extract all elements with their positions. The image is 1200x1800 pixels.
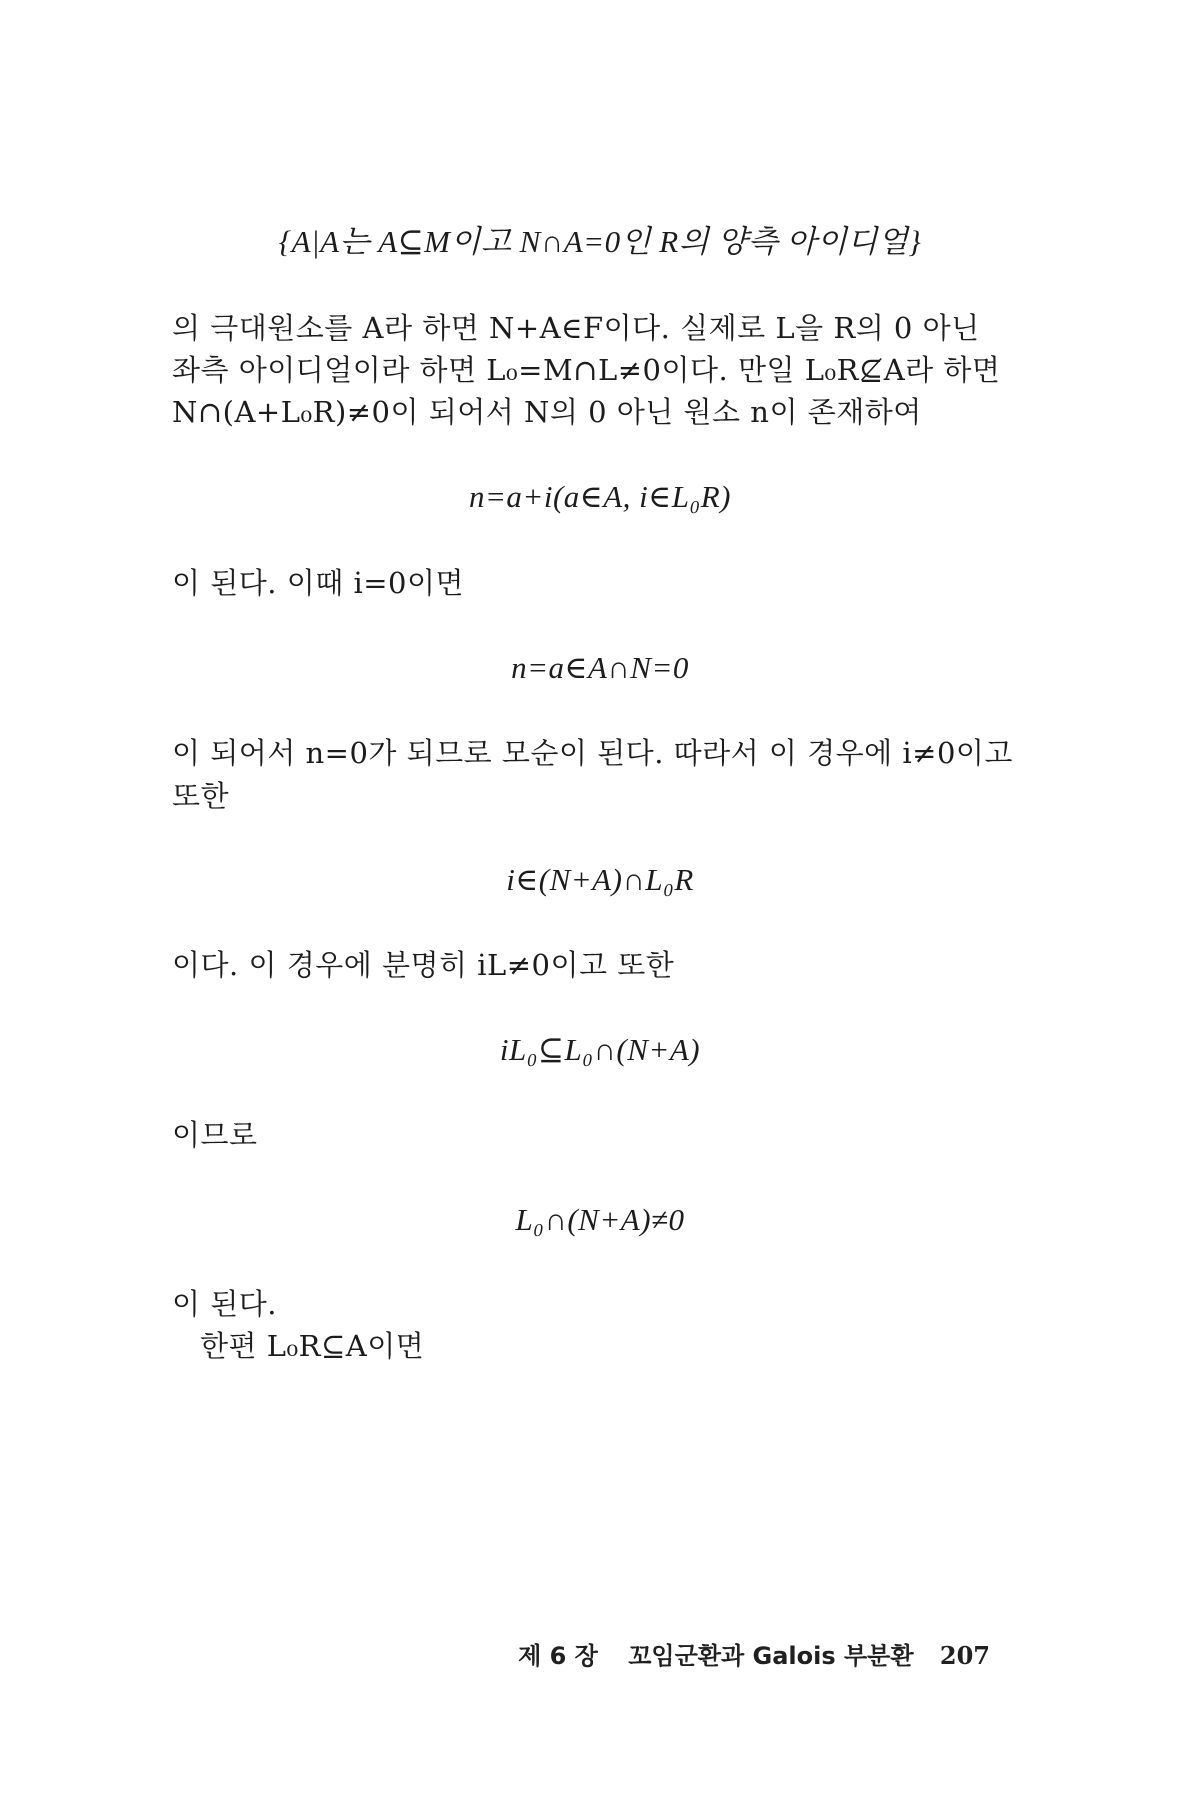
paragraph-line: N∩(A+L₀R)≠0이 되어서 N의 0 아닌 원소 n이 존재하여 [172, 395, 922, 429]
page-footer [518, 1636, 990, 1671]
page-number: 207 [939, 1641, 990, 1670]
equation-4: iL₀⊆L₀∩(N+A) [499, 1032, 701, 1067]
equation-1: n=a+i(a∈A, i∈L₀R) [469, 479, 731, 514]
paragraph-line: 이 된다. [172, 1287, 277, 1321]
paragraph-line: 한편 L₀R⊆A이면 [200, 1329, 425, 1363]
paragraph-line: 이므로 [172, 1118, 258, 1152]
paragraph-line: 이다. 이 경우에 분명히 iL≠0이고 또한 [172, 948, 675, 982]
paragraph-line: 또한 [172, 779, 230, 813]
equation-5: L₀∩(N+A)≠0 [515, 1202, 685, 1237]
equation-3: i∈(N+A)∩L₀R [506, 862, 694, 897]
set-definition-equation: {A|A는 A⊆M이고 N∩A=0인 R의 양측 아이디얼} [278, 224, 922, 259]
paragraph-line: 의 극대원소를 A라 하면 N+A∈F이다. 실제로 L을 R의 0 아닌 [172, 311, 980, 345]
paragraph-line: 좌측 아이디얼이라 하면 L₀=M∩L≠0이다. 만일 L₀R⊈A라 하면 [172, 353, 1001, 387]
footer-title: 꼬임군환과 Galois 부분환 [628, 1642, 914, 1670]
footer-chapter: 제 6 장 [518, 1642, 598, 1670]
equation-2: n=a∈A∩N=0 [511, 650, 689, 685]
paragraph-line: 이 된다. 이때 i=0이면 [172, 566, 464, 600]
paragraph-line: 이 되어서 n=0가 되므로 모순이 된다. 따라서 이 경우에 i≠0이고 [172, 736, 1013, 770]
